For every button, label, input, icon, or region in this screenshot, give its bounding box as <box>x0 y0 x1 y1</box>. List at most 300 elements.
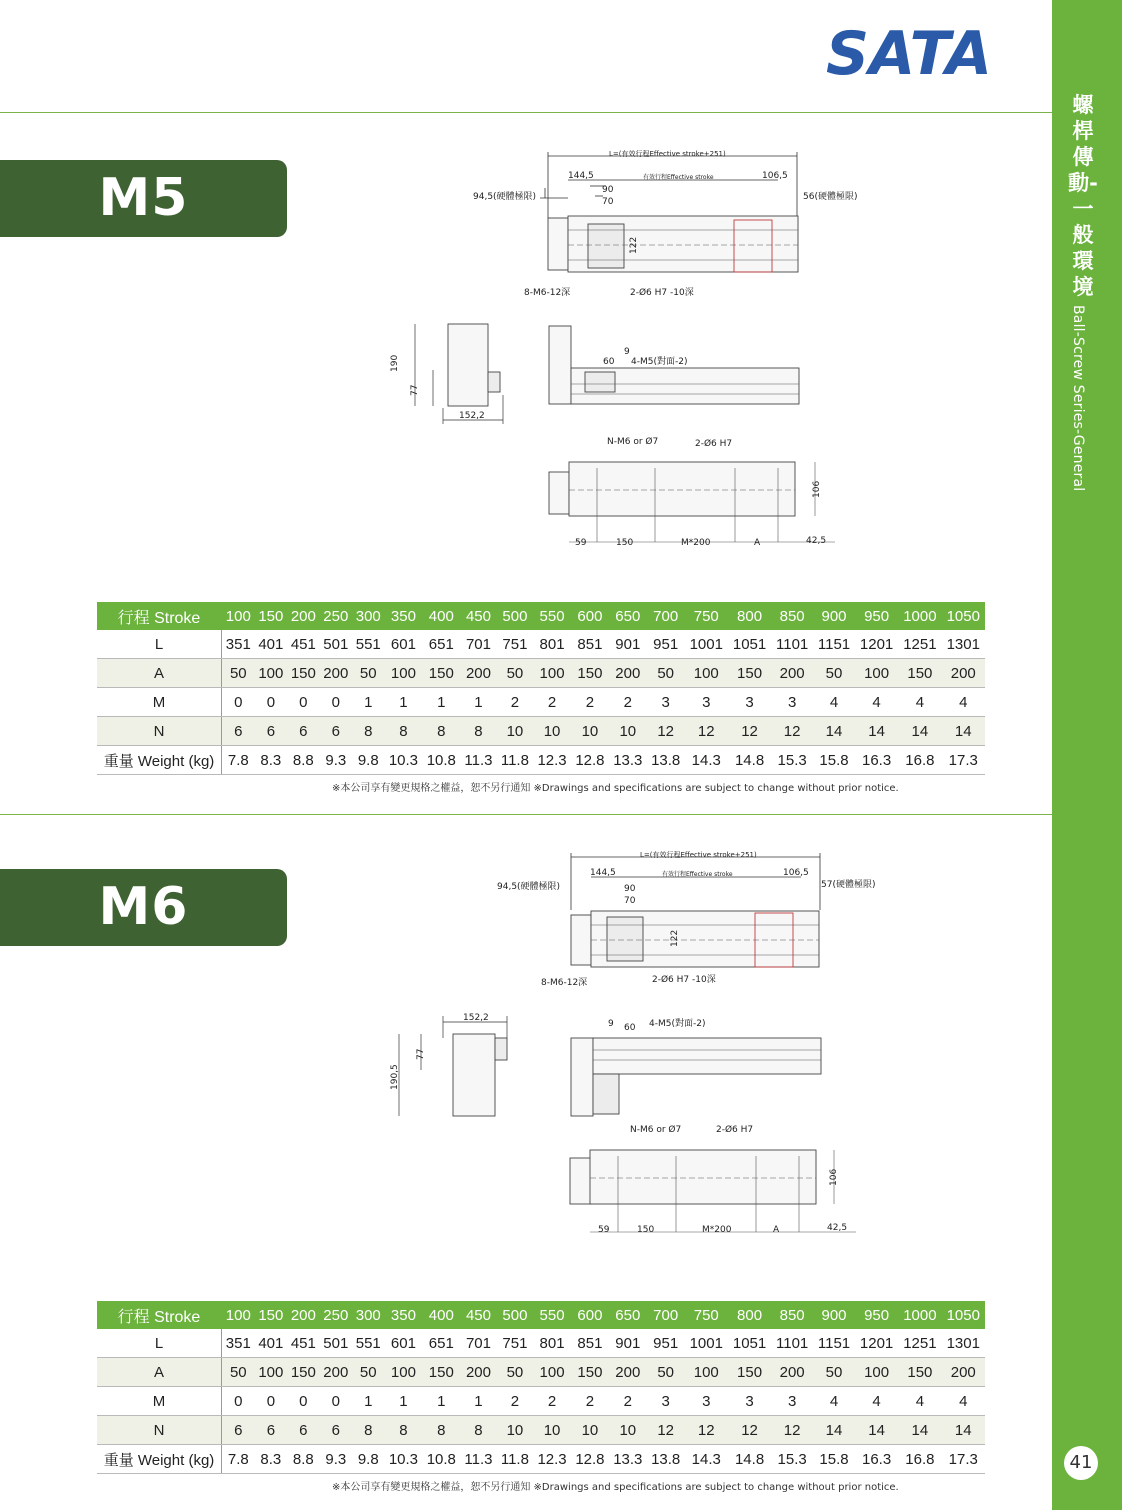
table-cell: 6 <box>287 1416 319 1445</box>
table-cell: 4 <box>898 1387 941 1416</box>
stroke-value: 500 <box>497 602 533 630</box>
table-row <box>97 1387 985 1416</box>
table-cell: 751 <box>497 630 533 659</box>
stroke-value: 200 <box>287 1301 319 1329</box>
m6-total-length: L=(有效行程Effective stroke+251) <box>640 851 757 859</box>
m5-dim-m200: M*200 <box>681 538 711 548</box>
table-cell: 6 <box>255 1416 287 1445</box>
table-cell: 2 <box>497 688 533 717</box>
stroke-value: 1050 <box>942 1301 985 1329</box>
table-cell: 951 <box>647 630 685 659</box>
table-cell: 401 <box>255 1329 287 1358</box>
row-label: L <box>97 630 222 659</box>
table-row <box>97 1416 985 1445</box>
table-cell: 150 <box>422 659 460 688</box>
table-cell: 10 <box>497 717 533 746</box>
table-cell: 1001 <box>685 1329 728 1358</box>
m5-base-pins: 2-Ø6 H7 <box>695 439 733 449</box>
table-cell: 200 <box>320 1358 352 1387</box>
table-cell: 4 <box>942 1387 985 1416</box>
table-cell: 14 <box>855 717 898 746</box>
stroke-value: 100 <box>222 602 255 630</box>
table-cell: 50 <box>813 1358 855 1387</box>
table-cell: 2 <box>609 1387 647 1416</box>
stroke-value: 1000 <box>898 602 941 630</box>
table-cell: 601 <box>385 1329 423 1358</box>
m6-dim-60: 60 <box>624 1023 636 1033</box>
table-cell: 50 <box>647 1358 685 1387</box>
table-cell: 150 <box>422 1358 460 1387</box>
stroke-value: 850 <box>771 602 813 630</box>
table-cell: 2 <box>533 688 571 717</box>
stroke-value: 150 <box>255 602 287 630</box>
table-cell: 9.8 <box>352 746 384 775</box>
table-cell: 4 <box>942 688 985 717</box>
table-cell: 3 <box>728 1387 771 1416</box>
m5-change-notice: ※本公司享有變更規格之權益，恕不另行通知 ※Drawings and specifications are subject to change without prior notice. <box>332 783 899 794</box>
table-cell: 15.8 <box>813 1445 855 1474</box>
table-cell: 1 <box>352 1387 384 1416</box>
table-cell: 10 <box>609 717 647 746</box>
table-cell: 12.8 <box>571 746 609 775</box>
stroke-value: 300 <box>352 1301 384 1329</box>
table-cell: 12 <box>771 717 813 746</box>
table-cell: 200 <box>609 659 647 688</box>
table-cell: 13.3 <box>609 746 647 775</box>
table-cell: 14 <box>942 1416 985 1445</box>
table-cell: 15.3 <box>771 1445 813 1474</box>
table-cell: 200 <box>460 1358 496 1387</box>
table-cell: 100 <box>385 1358 423 1387</box>
stroke-header-label: 行程 Stroke <box>97 1301 222 1329</box>
table-cell: 801 <box>533 1329 571 1358</box>
table-cell: 50 <box>352 1358 384 1387</box>
table-cell: 3 <box>685 688 728 717</box>
table-cell: 13.3 <box>609 1445 647 1474</box>
table-cell: 10.3 <box>385 1445 423 1474</box>
m5-dim-a: A <box>754 538 761 548</box>
table-cell: 8 <box>385 1416 423 1445</box>
stroke-value: 750 <box>685 1301 728 1329</box>
table-cell: 150 <box>287 659 319 688</box>
table-cell: 150 <box>898 659 941 688</box>
table-cell: 11.3 <box>460 1445 496 1474</box>
stroke-value: 300 <box>352 602 384 630</box>
table-cell: 1001 <box>685 630 728 659</box>
table-cell: 0 <box>320 1387 352 1416</box>
m6-tapped-holes: 8-M6-12深 <box>541 978 588 988</box>
table-cell: 7.8 <box>222 746 255 775</box>
table-cell: 200 <box>771 1358 813 1387</box>
table-cell: 1 <box>422 688 460 717</box>
m5-dim-152-2: 152,2 <box>459 411 485 421</box>
row-label: 重量 Weight (kg) <box>97 1445 222 1474</box>
table-cell: 1 <box>385 688 423 717</box>
table-cell: 8 <box>352 717 384 746</box>
m5-dim-70: 70 <box>602 197 614 207</box>
table-cell: 15.3 <box>771 746 813 775</box>
stroke-value: 1050 <box>942 602 985 630</box>
row-label: N <box>97 717 222 746</box>
m5-side-holes: 4-M5(對面-2) <box>631 357 688 367</box>
table-row <box>97 1358 985 1387</box>
table-cell: 2 <box>571 688 609 717</box>
sidebar-chinese-title: 螺桿傳動-一般環境 <box>1068 93 1098 299</box>
m6-side-view-drawing <box>567 1014 827 1120</box>
m5-dim-150: 150 <box>616 538 634 548</box>
m5-top-view-drawing <box>470 148 870 300</box>
table-cell: 1 <box>422 1387 460 1416</box>
table-cell: 10 <box>533 1416 571 1445</box>
table-cell: 601 <box>385 630 423 659</box>
stroke-value: 500 <box>497 1301 533 1329</box>
m6-dim-m200: M*200 <box>702 1225 732 1235</box>
m6-effective-stroke: 有效行程Effective stroke <box>662 871 733 878</box>
table-cell: 10.8 <box>422 1445 460 1474</box>
stroke-value: 400 <box>422 602 460 630</box>
table-cell: 50 <box>647 659 685 688</box>
table-cell: 12 <box>728 1416 771 1445</box>
table-cell: 13.8 <box>647 746 685 775</box>
m5-base-holes: N-M6 or Ø7 <box>607 437 659 447</box>
table-cell: 1151 <box>813 1329 855 1358</box>
table-cell: 0 <box>287 1387 319 1416</box>
table-cell: 8 <box>422 1416 460 1445</box>
table-cell: 100 <box>685 1358 728 1387</box>
table-cell: 1051 <box>728 1329 771 1358</box>
table-cell: 8 <box>460 1416 496 1445</box>
table-cell: 1101 <box>771 630 813 659</box>
table-header-row <box>97 1301 985 1329</box>
table-row <box>97 630 985 659</box>
table-cell: 8.8 <box>287 746 319 775</box>
table-cell: 1 <box>385 1387 423 1416</box>
stroke-value: 650 <box>609 602 647 630</box>
stroke-value: 800 <box>728 602 771 630</box>
table-cell: 100 <box>855 659 898 688</box>
stroke-value: 450 <box>460 602 496 630</box>
table-cell: 701 <box>460 630 496 659</box>
table-cell: 2 <box>497 1387 533 1416</box>
table-cell: 1201 <box>855 1329 898 1358</box>
stroke-value: 650 <box>609 1301 647 1329</box>
m6-dim-152-2: 152,2 <box>463 1013 489 1023</box>
table-cell: 100 <box>533 1358 571 1387</box>
row-label: M <box>97 1387 222 1416</box>
m5-dim-144-5: 144,5 <box>568 171 594 181</box>
table-cell: 4 <box>813 688 855 717</box>
table-cell: 200 <box>942 1358 985 1387</box>
table-cell: 150 <box>571 659 609 688</box>
table-cell: 3 <box>647 688 685 717</box>
m6-hard-limit-left: 94,5(硬體極限) <box>497 882 561 892</box>
table-cell: 8.8 <box>287 1445 319 1474</box>
table-row <box>97 1445 985 1474</box>
m6-table-body <box>97 1301 985 1474</box>
table-cell: 12 <box>647 1416 685 1445</box>
table-cell: 15.8 <box>813 746 855 775</box>
table-cell: 801 <box>533 630 571 659</box>
table-cell: 351 <box>222 630 255 659</box>
stroke-value: 900 <box>813 602 855 630</box>
page-number: 41 <box>1064 1446 1098 1480</box>
m6-dim-42-5: 42,5 <box>827 1223 848 1233</box>
table-cell: 2 <box>609 688 647 717</box>
m6-change-notice: ※本公司享有變更規格之權益，恕不另行通知 ※Drawings and specifications are subject to change without prior notice. <box>332 1482 899 1493</box>
stroke-value: 350 <box>385 602 423 630</box>
table-row <box>97 746 985 775</box>
m6-end-view-drawing <box>385 1008 520 1120</box>
table-cell: 12 <box>685 1416 728 1445</box>
m5-dim-9: 9 <box>624 347 630 357</box>
table-cell: 14 <box>898 1416 941 1445</box>
table-cell: 1301 <box>942 630 985 659</box>
table-cell: 50 <box>222 1358 255 1387</box>
table-cell: 1 <box>352 688 384 717</box>
table-row <box>97 717 985 746</box>
table-cell: 100 <box>533 659 571 688</box>
table-cell: 851 <box>571 1329 609 1358</box>
table-cell: 12.3 <box>533 746 571 775</box>
table-cell: 6 <box>222 717 255 746</box>
stroke-value: 250 <box>320 602 352 630</box>
table-cell: 150 <box>571 1358 609 1387</box>
model-tab-m6: M6 <box>0 869 287 946</box>
table-cell: 11.3 <box>460 746 496 775</box>
table-cell: 12 <box>685 717 728 746</box>
table-cell: 7.8 <box>222 1445 255 1474</box>
table-cell: 1301 <box>942 1329 985 1358</box>
table-cell: 17.3 <box>942 1445 985 1474</box>
table-cell: 4 <box>855 688 898 717</box>
table-cell: 100 <box>855 1358 898 1387</box>
table-cell: 1201 <box>855 630 898 659</box>
stroke-value: 250 <box>320 1301 352 1329</box>
table-cell: 1 <box>460 688 496 717</box>
table-cell: 3 <box>647 1387 685 1416</box>
stroke-value: 950 <box>855 1301 898 1329</box>
sidebar-english-title: Ball-Screw Series-General <box>1070 305 1086 492</box>
table-cell: 501 <box>320 1329 352 1358</box>
table-cell: 0 <box>222 1387 255 1416</box>
table-cell: 4 <box>855 1387 898 1416</box>
m6-dim-122: 122 <box>670 929 680 947</box>
table-cell: 8 <box>422 717 460 746</box>
table-cell: 11.8 <box>497 746 533 775</box>
m5-total-length: L=(有效行程Effective stroke+251) <box>609 150 726 158</box>
table-cell: 11.8 <box>497 1445 533 1474</box>
stroke-value: 550 <box>533 1301 571 1329</box>
table-cell: 551 <box>352 630 384 659</box>
table-cell: 651 <box>422 630 460 659</box>
m6-dim-90: 90 <box>624 884 636 894</box>
table-header-row <box>97 602 985 630</box>
top-divider <box>0 112 1052 113</box>
table-cell: 901 <box>609 630 647 659</box>
table-cell: 14 <box>898 717 941 746</box>
m6-dim-9: 9 <box>608 1019 614 1029</box>
table-cell: 2 <box>571 1387 609 1416</box>
table-cell: 50 <box>813 659 855 688</box>
stroke-header-label: 行程 Stroke <box>97 602 222 630</box>
table-cell: 12 <box>771 1416 813 1445</box>
table-cell: 14 <box>942 717 985 746</box>
m6-side-holes: 4-M5(對面-2) <box>649 1019 706 1029</box>
table-cell: 3 <box>771 1387 813 1416</box>
table-cell: 1151 <box>813 630 855 659</box>
row-label: A <box>97 1358 222 1387</box>
table-cell: 751 <box>497 1329 533 1358</box>
m6-dim-190: 190,5 <box>390 1064 400 1090</box>
table-cell: 1 <box>460 1387 496 1416</box>
m5-base-view-drawing <box>545 432 835 552</box>
m5-end-view-drawing <box>385 320 520 430</box>
m5-dim-106: 106 <box>812 480 822 498</box>
m6-dim-150: 150 <box>637 1225 655 1235</box>
m6-base-pins: 2-Ø6 H7 <box>716 1125 754 1135</box>
table-cell: 14.8 <box>728 746 771 775</box>
m6-top-view-drawing <box>493 845 893 990</box>
table-cell: 16.8 <box>898 1445 941 1474</box>
table-cell: 3 <box>728 688 771 717</box>
stroke-value: 200 <box>287 602 319 630</box>
row-label: 重量 Weight (kg) <box>97 746 222 775</box>
table-cell: 3 <box>771 688 813 717</box>
table-cell: 10 <box>533 717 571 746</box>
stroke-value: 600 <box>571 602 609 630</box>
table-row <box>97 1329 985 1358</box>
m6-hard-limit-right: 57(硬體極限) <box>821 880 876 890</box>
m6-dim-77: 77 <box>416 1048 426 1060</box>
table-cell: 2 <box>533 1387 571 1416</box>
m6-dim-a: A <box>773 1225 780 1235</box>
table-cell: 12.8 <box>571 1445 609 1474</box>
m5-dim-122: 122 <box>629 236 639 254</box>
table-cell: 100 <box>255 659 287 688</box>
stroke-value: 400 <box>422 1301 460 1329</box>
table-cell: 50 <box>497 1358 533 1387</box>
table-cell: 200 <box>320 659 352 688</box>
table-cell: 150 <box>898 1358 941 1387</box>
table-cell: 200 <box>460 659 496 688</box>
stroke-value: 900 <box>813 1301 855 1329</box>
m6-stroke-table <box>97 1301 985 1474</box>
table-cell: 1051 <box>728 630 771 659</box>
table-cell: 14 <box>813 717 855 746</box>
table-cell: 6 <box>255 717 287 746</box>
table-cell: 701 <box>460 1329 496 1358</box>
table-cell: 8.3 <box>255 1445 287 1474</box>
m5-tapped-holes: 8-M6-12深 <box>524 288 571 298</box>
stroke-value: 100 <box>222 1301 255 1329</box>
table-cell: 651 <box>422 1329 460 1358</box>
m5-dim-42-5: 42,5 <box>806 536 827 546</box>
table-cell: 501 <box>320 630 352 659</box>
table-cell: 14.3 <box>685 746 728 775</box>
m5-stroke-table <box>97 602 985 775</box>
table-cell: 0 <box>255 688 287 717</box>
m5-pin-holes: 2-Ø6 H7 -10深 <box>630 288 694 298</box>
table-cell: 351 <box>222 1329 255 1358</box>
stroke-value: 850 <box>771 1301 813 1329</box>
table-cell: 851 <box>571 630 609 659</box>
m5-dim-106-5: 106,5 <box>762 171 788 181</box>
table-cell: 16.3 <box>855 746 898 775</box>
table-cell: 150 <box>287 1358 319 1387</box>
table-cell: 10 <box>571 1416 609 1445</box>
table-cell: 150 <box>728 659 771 688</box>
stroke-value: 600 <box>571 1301 609 1329</box>
m6-base-view-drawing <box>566 1122 856 1240</box>
table-cell: 14.8 <box>728 1445 771 1474</box>
table-cell: 8.3 <box>255 746 287 775</box>
m6-dim-59: 59 <box>598 1225 610 1235</box>
table-cell: 9.8 <box>352 1445 384 1474</box>
m5-dim-59: 59 <box>575 538 587 548</box>
table-cell: 4 <box>813 1387 855 1416</box>
m5-dim-60: 60 <box>603 357 615 367</box>
table-cell: 6 <box>320 717 352 746</box>
table-cell: 13.8 <box>647 1445 685 1474</box>
logo-text: SATA <box>826 22 992 78</box>
stroke-value: 750 <box>685 602 728 630</box>
table-cell: 100 <box>385 659 423 688</box>
table-cell: 10 <box>497 1416 533 1445</box>
table-cell: 200 <box>942 659 985 688</box>
model-tab-m5: M5 <box>0 160 287 237</box>
m5-hard-limit-left: 94,5(硬體極限) <box>473 192 537 202</box>
table-cell: 50 <box>222 659 255 688</box>
table-cell: 14 <box>813 1416 855 1445</box>
stroke-value: 700 <box>647 602 685 630</box>
row-label: A <box>97 659 222 688</box>
table-cell: 1251 <box>898 1329 941 1358</box>
m5-dim-90: 90 <box>602 185 614 195</box>
table-row <box>97 659 985 688</box>
table-cell: 100 <box>685 659 728 688</box>
stroke-value: 350 <box>385 1301 423 1329</box>
table-cell: 10 <box>571 717 609 746</box>
table-cell: 0 <box>287 688 319 717</box>
table-cell: 10.3 <box>385 746 423 775</box>
table-cell: 451 <box>287 1329 319 1358</box>
table-cell: 14.3 <box>685 1445 728 1474</box>
row-label: L <box>97 1329 222 1358</box>
table-cell: 1251 <box>898 630 941 659</box>
table-cell: 10 <box>609 1416 647 1445</box>
table-cell: 8 <box>352 1416 384 1445</box>
sata-logo <box>826 22 994 78</box>
table-cell: 17.3 <box>942 746 985 775</box>
table-cell: 16.8 <box>898 746 941 775</box>
table-cell: 951 <box>647 1329 685 1358</box>
table-cell: 50 <box>352 659 384 688</box>
table-cell: 1101 <box>771 1329 813 1358</box>
stroke-value: 550 <box>533 602 571 630</box>
m6-dim-70: 70 <box>624 896 636 906</box>
m5-dim-190: 190 <box>390 354 400 372</box>
m6-dim-106: 106 <box>829 1168 839 1186</box>
m6-pin-holes: 2-Ø6 H7 -10深 <box>652 975 716 985</box>
table-cell: 9.3 <box>320 1445 352 1474</box>
table-cell: 0 <box>320 688 352 717</box>
table-cell: 6 <box>287 717 319 746</box>
m5-table-body <box>97 602 985 775</box>
table-cell: 8 <box>385 717 423 746</box>
m5-side-view-drawing <box>545 322 805 408</box>
table-cell: 200 <box>771 659 813 688</box>
stroke-value: 450 <box>460 1301 496 1329</box>
